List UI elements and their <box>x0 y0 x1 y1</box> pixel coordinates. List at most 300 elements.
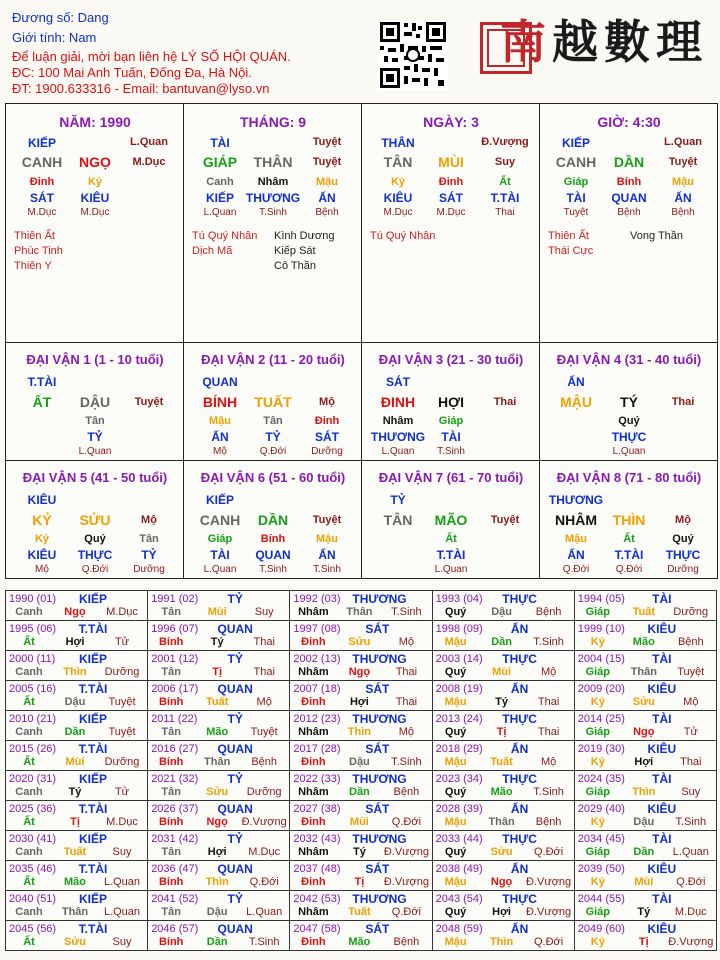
year-stage: Tuyệt <box>108 726 136 738</box>
year-god: THƯƠNG <box>352 892 407 906</box>
year-can: Nhâm <box>298 846 329 858</box>
hidden-god: TỶ <box>265 430 281 444</box>
year-chi: Dậu <box>633 816 655 828</box>
year-chi: Thân <box>346 606 373 618</box>
year-god: KIẾP <box>78 592 107 606</box>
year-cell[interactable] <box>574 680 717 711</box>
year-stage: Bệnh <box>393 786 420 798</box>
year-chi: Tý <box>637 906 651 918</box>
year-cell[interactable] <box>5 860 148 891</box>
year-stage: Mộ <box>683 696 699 708</box>
dai-van-can: MẬU <box>560 394 592 410</box>
year-label: 2013 (24) <box>435 713 483 725</box>
dai-van-chi: TUẤT <box>254 394 292 410</box>
pillar-box[interactable] <box>539 103 718 343</box>
hidden-stem: Giáp <box>438 415 464 427</box>
year-stage: Tuyệt <box>677 666 705 678</box>
year-label: 2046 (57) <box>151 923 199 935</box>
year-stage: Dưỡng <box>104 666 140 678</box>
year-stage: Tuyệt <box>250 726 278 738</box>
year-can: Nhâm <box>298 726 329 738</box>
year-chi: Tý <box>210 636 224 648</box>
year-stage: Thai <box>537 726 560 738</box>
year-can: Canh <box>15 666 43 678</box>
year-cell[interactable] <box>289 710 432 741</box>
year-cell[interactable] <box>432 740 575 771</box>
year-stage: Tử <box>114 786 130 798</box>
hidden-stage: L.Quan <box>381 446 415 457</box>
year-chi: Thìn <box>205 876 229 888</box>
year-cell[interactable] <box>147 590 290 621</box>
year-can: Tân <box>161 666 181 678</box>
year-god: QUAN <box>217 802 253 816</box>
year-label: 2009 (20) <box>577 683 625 695</box>
year-god: SÁT <box>365 682 390 696</box>
year-cell[interactable] <box>5 770 148 801</box>
year-god: ẤN <box>510 682 529 696</box>
year-can: Bính <box>158 936 184 948</box>
star-left: Thiên Ất <box>14 230 55 242</box>
year-can: Kỷ <box>590 756 605 768</box>
hidden-god: SÁT <box>315 430 339 444</box>
year-stage: Suy <box>254 606 274 618</box>
dai-van-stage: Mộ <box>675 514 691 526</box>
year-cell[interactable] <box>289 740 432 771</box>
year-can: Kỷ <box>590 876 605 888</box>
year-can: Giáp <box>585 846 611 858</box>
year-cell[interactable] <box>147 770 290 801</box>
year-cell[interactable] <box>147 680 290 711</box>
hidden-stem: Kỷ <box>87 176 103 188</box>
year-stage: Đ.Vượng <box>241 816 287 828</box>
year-stage: Bệnh <box>535 606 562 618</box>
year-can: Giáp <box>585 786 611 798</box>
year-cell[interactable] <box>289 860 432 891</box>
year-stage: T.Sinh <box>533 636 564 648</box>
year-cell[interactable] <box>574 710 717 741</box>
hidden-stem: Tân <box>263 415 283 427</box>
year-label: 2015 (26) <box>9 743 57 755</box>
year-god: QUAN <box>217 742 253 756</box>
year-can: Tân <box>161 606 181 618</box>
hidden-stage: L.Quan <box>203 207 237 218</box>
hidden-god: KIÊU <box>27 548 57 562</box>
year-cell[interactable] <box>147 620 290 651</box>
year-label: 2044 (55) <box>577 893 625 905</box>
pillar-can: TÂN <box>383 154 413 170</box>
year-cell[interactable] <box>574 740 717 771</box>
hidden-stage: T.Sinh <box>259 564 287 575</box>
hidden-god: TÀI <box>210 548 230 562</box>
hidden-god: ẤN <box>567 548 585 562</box>
year-cell[interactable] <box>5 800 148 831</box>
year-stage: Đ.Vượng <box>526 906 572 918</box>
year-stage: Thai <box>537 696 560 708</box>
year-label: 2024 (35) <box>577 773 625 785</box>
year-chi: Thân <box>488 816 515 828</box>
year-chi: Mão <box>632 636 655 648</box>
pillar-box[interactable] <box>183 103 362 343</box>
year-chi: Ngọ <box>490 876 513 888</box>
year-cell[interactable] <box>147 740 290 771</box>
year-can: Nhâm <box>298 666 329 678</box>
year-cell[interactable] <box>432 590 575 621</box>
hidden-stem: Nhâm <box>257 176 289 188</box>
year-label: 2034 (45) <box>577 833 625 845</box>
pillar-chi-stage: M.Dục <box>132 156 166 168</box>
year-chi: Sửu <box>632 696 655 708</box>
year-god: KIÊU <box>647 682 677 696</box>
star-left: Thiên Y <box>14 260 52 272</box>
year-god: KIÊU <box>647 802 677 816</box>
year-chi: Tị <box>496 726 507 738</box>
year-can: Mậu <box>444 936 467 948</box>
year-cell[interactable] <box>574 770 717 801</box>
pillar-top-stage: Đ.Vượng <box>481 136 529 148</box>
star-left: Phúc Tinh <box>14 245 63 257</box>
year-god: SÁT <box>365 862 390 876</box>
year-stage: T.Sinh <box>248 936 280 948</box>
year-cell[interactable] <box>574 920 717 951</box>
year-stage: L.Quan <box>246 906 283 918</box>
year-cell[interactable] <box>289 650 432 681</box>
dai-van-stage: Mộ <box>141 514 157 526</box>
year-stage: Q.Đới <box>391 906 421 918</box>
dai-van-can: CANH <box>199 512 241 528</box>
year-stage: Thai <box>253 636 275 648</box>
year-cell[interactable] <box>574 800 717 831</box>
hidden-stage: Q.Đới <box>81 564 109 575</box>
hidden-stem: Bính <box>260 533 286 545</box>
qr-code-icon[interactable] <box>378 20 448 90</box>
year-chi: Sửu <box>348 636 371 648</box>
pillar-can: CANH <box>555 154 597 170</box>
year-can: Bính <box>158 816 184 828</box>
hidden-stem: Đinh <box>29 176 55 188</box>
dai-van-can: NHÂM <box>555 512 597 528</box>
year-god: TÀI <box>652 832 672 846</box>
year-stage: Dưỡng <box>104 756 140 768</box>
dai-van-title: ĐẠI VẬN 1 (1 - 10 tuổi) <box>26 352 164 367</box>
year-cell[interactable] <box>432 920 575 951</box>
year-can: Canh <box>15 786 43 798</box>
hidden-god: KIÊU <box>383 191 413 205</box>
year-chi: Tị <box>354 876 365 888</box>
year-cell[interactable] <box>432 650 575 681</box>
hidden-god: THƯƠNG <box>370 430 426 444</box>
year-chi: Thìn <box>347 726 371 738</box>
header <box>0 0 720 100</box>
dai-van-title: ĐẠI VẬN 8 (71 - 80 tuổi) <box>556 470 702 485</box>
year-god: TỶ <box>227 832 243 846</box>
year-label: 2030 (41) <box>9 833 57 845</box>
year-cell[interactable] <box>289 770 432 801</box>
year-cell[interactable] <box>432 770 575 801</box>
year-can: Giáp <box>585 606 611 618</box>
year-god: THỰC <box>502 592 537 606</box>
hidden-stem: Bính <box>616 176 642 188</box>
year-chi: Thìn <box>489 936 514 948</box>
year-label: 2041 (52) <box>151 893 199 905</box>
year-can: Mậu <box>444 816 467 828</box>
year-god: SÁT <box>365 922 390 936</box>
hidden-stem: Quý <box>672 533 694 545</box>
hidden-stem: Giáp <box>563 176 589 188</box>
year-label: 2008 (19) <box>435 683 483 695</box>
dai-van-chi: DẬU <box>79 394 111 410</box>
star-right: Vong Thần <box>630 230 684 242</box>
year-chi: Mão <box>64 876 86 888</box>
hidden-stage: Q.Đới <box>259 446 287 457</box>
dai-van-god: QUAN <box>202 375 238 389</box>
year-cell[interactable] <box>147 860 290 891</box>
year-label: 1992 (03) <box>293 593 341 605</box>
year-stage: Mộ <box>540 666 557 678</box>
dai-van-box[interactable] <box>361 342 540 461</box>
year-can: Quý <box>444 786 467 798</box>
hidden-stage: Bệnh <box>671 207 695 218</box>
year-label: 2026 (37) <box>151 803 199 815</box>
year-chi: Thân <box>630 666 657 678</box>
dai-van-box[interactable] <box>539 460 718 579</box>
dai-van-box[interactable] <box>5 342 184 461</box>
year-cell[interactable] <box>5 620 148 651</box>
year-chi: Ngọ <box>206 816 228 828</box>
year-cell[interactable] <box>289 800 432 831</box>
year-cell[interactable] <box>147 890 290 921</box>
year-cell[interactable] <box>574 620 717 651</box>
year-can: Đinh <box>301 876 326 888</box>
year-can: Kỷ <box>590 936 605 948</box>
year-cell[interactable] <box>574 890 717 921</box>
year-stage: Thai <box>395 666 418 678</box>
year-stage: Tử <box>114 636 130 648</box>
year-cell[interactable] <box>432 710 575 741</box>
year-god: THƯƠNG <box>352 592 407 606</box>
hidden-god: T.TÀI <box>490 191 520 205</box>
dai-van-god: KIẾP <box>205 493 234 507</box>
year-cell[interactable] <box>289 590 432 621</box>
year-cell[interactable] <box>5 740 148 771</box>
year-chi: Tị <box>638 936 649 948</box>
year-label: 2014 (25) <box>577 713 625 725</box>
year-can: Giáp <box>585 726 611 738</box>
year-can: Bính <box>158 756 184 768</box>
year-cell[interactable] <box>574 830 717 861</box>
hidden-stem: Kỷ <box>390 176 406 188</box>
year-cell[interactable] <box>5 590 148 621</box>
year-god: ẤN <box>510 922 529 936</box>
dai-van-stage: Tuyệt <box>490 514 520 526</box>
year-can: Quý <box>444 666 467 678</box>
year-can: Quý <box>444 846 467 858</box>
year-god: TỶ <box>227 712 243 726</box>
year-cell[interactable] <box>574 860 717 891</box>
hidden-stage: T.Sinh <box>437 446 465 457</box>
year-can: Tân <box>161 906 181 918</box>
year-chi: Tuất <box>632 606 655 618</box>
year-cell[interactable] <box>147 800 290 831</box>
year-can: Kỷ <box>590 636 605 648</box>
year-label: 2042 (53) <box>293 893 341 905</box>
year-cell[interactable] <box>432 680 575 711</box>
year-can: Bính <box>158 876 184 888</box>
year-can: Kỷ <box>590 696 605 708</box>
year-god: KIẾP <box>78 652 107 666</box>
year-can: Giáp <box>585 906 611 918</box>
dai-van-box[interactable] <box>183 460 362 579</box>
year-can: Tân <box>161 786 181 798</box>
year-cell[interactable] <box>147 650 290 681</box>
year-cell[interactable] <box>5 680 148 711</box>
year-stage: Q.Đới <box>391 816 421 828</box>
year-god: TÀI <box>652 772 672 786</box>
year-can: Canh <box>15 846 43 858</box>
year-god: T.TÀI <box>78 802 108 816</box>
dai-van-stage: Thai <box>671 396 695 408</box>
dai-van-box[interactable] <box>183 342 362 461</box>
year-can: Nhâm <box>298 606 329 618</box>
year-god: SÁT <box>365 802 390 816</box>
hidden-god: THỰC <box>611 430 647 444</box>
dai-van-title: ĐẠI VẬN 3 (21 - 30 tuổi) <box>378 352 524 367</box>
contact-line-2: ĐC: 100 Mai Anh Tuấn, Đống Đa, Hà Nội. <box>12 65 252 80</box>
hidden-stem: Ất <box>499 176 511 188</box>
year-cell[interactable] <box>574 590 717 621</box>
year-can: Giáp <box>585 666 611 678</box>
year-god: KIÊU <box>647 742 677 756</box>
year-cell[interactable] <box>574 650 717 681</box>
year-chi: Tý <box>68 786 82 798</box>
dai-van-god: T.TÀI <box>27 375 57 389</box>
year-cell[interactable] <box>147 830 290 861</box>
year-cell[interactable] <box>289 920 432 951</box>
hidden-stage: L.Quan <box>434 564 468 575</box>
hidden-stage: Mộ <box>213 446 227 457</box>
dai-van-stage: Mộ <box>319 396 335 408</box>
year-cell[interactable] <box>432 830 575 861</box>
year-chi: Tị <box>212 666 223 678</box>
year-god: TỶ <box>227 592 243 606</box>
year-cell[interactable] <box>147 710 290 741</box>
year-label: 2028 (39) <box>435 803 483 815</box>
hidden-stage: M.Dục <box>436 207 466 218</box>
dai-van-god: ẤN <box>567 375 585 389</box>
year-chi: Mùi <box>349 816 369 828</box>
year-label: 2017 (28) <box>293 743 341 755</box>
year-cell[interactable] <box>289 890 432 921</box>
year-stage: Bệnh <box>251 756 278 768</box>
year-chi: Dần <box>206 936 228 948</box>
year-cell[interactable] <box>432 620 575 651</box>
year-can: Mậu <box>444 696 467 708</box>
year-chi: Mùi <box>634 876 654 888</box>
year-can: Mậu <box>444 636 467 648</box>
pillar-can: GIÁP <box>202 154 238 170</box>
hidden-god: KIÊU <box>80 191 110 205</box>
year-cell[interactable] <box>5 830 148 861</box>
hidden-god: ẤN <box>674 191 692 205</box>
year-god: T.TÀI <box>78 862 108 876</box>
year-stage: L.Quan <box>672 846 709 858</box>
year-label: 2010 (21) <box>9 713 57 725</box>
hidden-god: TỶ <box>141 548 157 562</box>
year-label: 2002 (13) <box>293 653 341 665</box>
hidden-stage: M.Dục <box>80 207 110 218</box>
dai-van-stage: Tuyệt <box>312 514 342 526</box>
year-god: TÀI <box>652 592 672 606</box>
year-stage: Mộ <box>540 756 557 768</box>
year-can: Canh <box>15 606 43 618</box>
year-chi: Mùi <box>65 756 85 768</box>
hidden-god: KIẾP <box>205 191 234 205</box>
year-label: 1993 (04) <box>435 593 483 605</box>
year-cell[interactable] <box>432 890 575 921</box>
dai-van-box[interactable] <box>539 342 718 461</box>
gioi-tinh: Giới tính: Nam <box>12 30 97 45</box>
year-label: 2023 (34) <box>435 773 483 785</box>
year-cell[interactable] <box>5 920 148 951</box>
hidden-god: ẤN <box>318 191 336 205</box>
hidden-stage: Tuyệt <box>563 207 589 218</box>
year-god: THƯƠNG <box>352 832 407 846</box>
year-god: KIẾP <box>78 772 107 786</box>
pillar-can: CANH <box>21 154 63 170</box>
year-cell[interactable] <box>5 650 148 681</box>
year-god: T.TÀI <box>78 742 108 756</box>
year-stage: Đ.Vượng <box>668 936 714 948</box>
year-chi: Mão <box>348 936 371 948</box>
year-god: ẤN <box>510 802 529 816</box>
year-cell[interactable] <box>5 710 148 741</box>
dai-van-title: ĐẠI VẬN 6 (51 - 60 tuổi) <box>200 470 346 485</box>
year-label: 2038 (49) <box>435 863 483 875</box>
hidden-stem: Đinh <box>438 176 464 188</box>
year-cell[interactable] <box>289 680 432 711</box>
year-stage: L.Quan <box>103 876 141 888</box>
pillar-title: GIỜ: 4:30 <box>597 114 661 130</box>
star-left: Tú Quý Nhân <box>192 230 258 242</box>
year-label: 2018 (29) <box>435 743 483 755</box>
year-cell[interactable] <box>5 890 148 921</box>
year-cell[interactable] <box>289 830 432 861</box>
year-can: Ất <box>23 876 35 888</box>
year-can: Ất <box>23 636 35 648</box>
year-label: 1994 (05) <box>577 593 625 605</box>
year-cell[interactable] <box>432 860 575 891</box>
year-stage: Suy <box>112 936 132 948</box>
year-chi: Ngọ <box>633 726 655 738</box>
year-cell[interactable] <box>147 920 290 951</box>
year-god: ẤN <box>510 742 529 756</box>
year-can: Mậu <box>444 756 467 768</box>
dai-van-can: KỶ <box>32 512 52 528</box>
hidden-stem: Đinh <box>314 415 340 427</box>
year-chi: Tý <box>352 846 366 858</box>
dai-van-box[interactable] <box>361 460 540 579</box>
year-cell[interactable] <box>289 620 432 651</box>
year-can: Đinh <box>301 696 326 708</box>
pillar-box[interactable] <box>5 103 184 343</box>
year-cell[interactable] <box>432 800 575 831</box>
year-god: TÀI <box>652 652 672 666</box>
pillar-box[interactable] <box>361 103 540 343</box>
year-can: Tân <box>161 726 181 738</box>
hidden-god: SÁT <box>30 191 54 205</box>
dai-van-box[interactable] <box>5 460 184 579</box>
year-god: KIẾP <box>78 712 107 726</box>
year-stage: Tử <box>683 726 698 738</box>
